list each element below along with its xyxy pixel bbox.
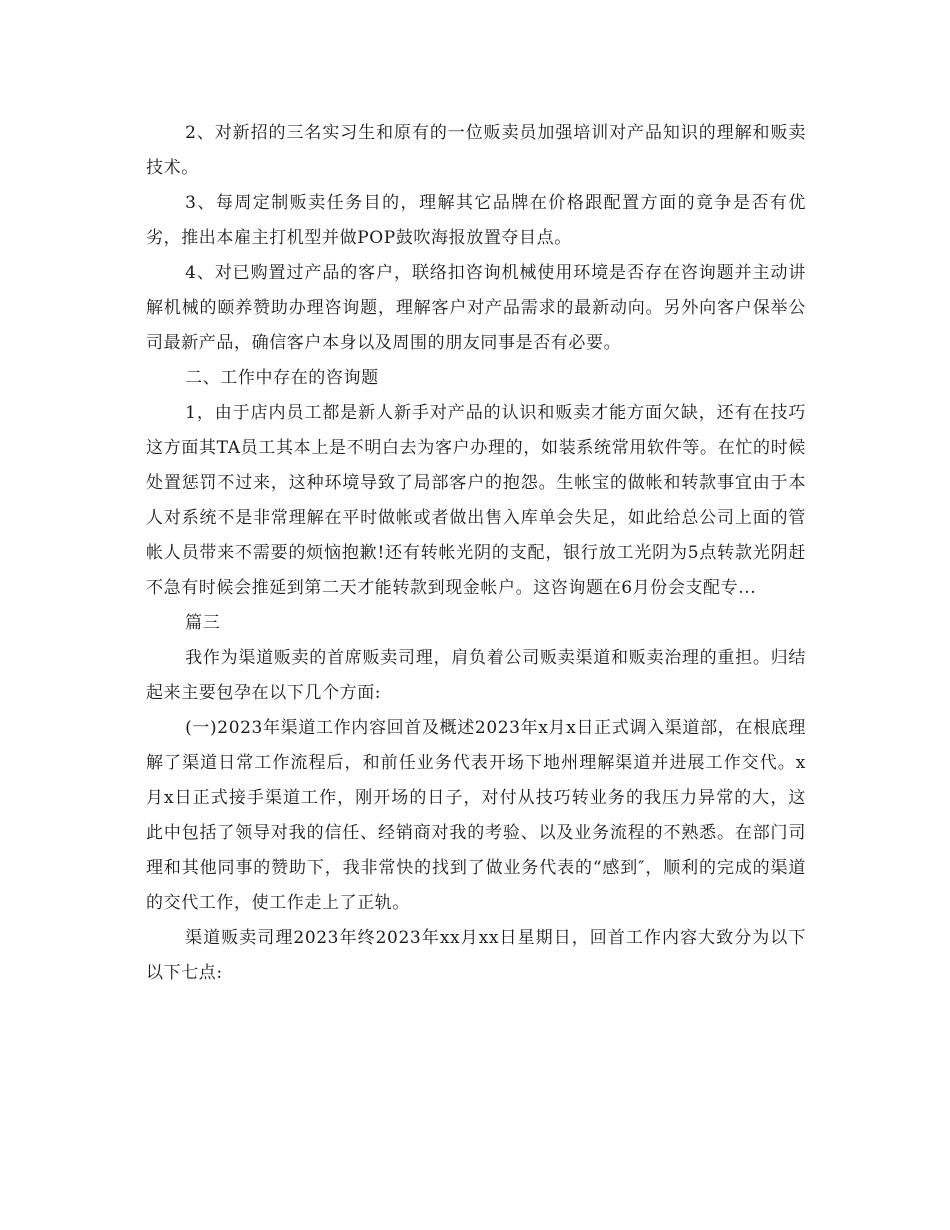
document-body bbox=[146, 116, 806, 991]
section-heading: 二、工作中存在的咨询题 bbox=[185, 368, 379, 388]
paragraph: 3、每周定制贩卖任务目的，理解其它品牌在价格跟配置方面的竟争是否有优劣，推出本雇主打机型并做POP鼓吹海报放置夺目点。 bbox=[146, 193, 806, 248]
paragraph: (一)2023年渠道工作内容回首及概述2023年x月x日正式调入渠道部，在根底理解了渠道日常工作流程后，和前任业务代表开场下地州理解渠道并进展工作交代。x月x日正式接手渠道工作，刚开场的日子，对付从技巧转业务的我压力异常的大，这此中包括了领导对我的信任、经销商对我的考验、以及业务流程的不熟悉。在部门司理和其他同事的赞助下，我非常快的找到了做业务代表的“感到″，顺利的完成的渠道的交代工作，使工作走上了正轨。 bbox=[146, 718, 806, 913]
paragraph: 1，由于店内员工都是新人新手对产品的认识和贩卖才能方面欠缺，还有在技巧这方面其TA员工其本上是不明白去为客户办理的，如装系统常用软件等。在忙的时候处置惩罚不过来，这种环境导致了局部客户的抱怨。生帐宝的做帐和转款事宜由于本人对系统不是非常理解在平时做帐或者做出售入库单会失足，如此给总公司上面的管帐人员带来不需要的烦恼抱歉!还有转帐光阴的支配，银行放工光阴为5点转款光阴赶不急有时候会推延到第二天才能转款到现金帐户。这咨询题在6月份会支配专... bbox=[146, 403, 806, 598]
paragraph: 4、对已购置过产品的客户，联络扣咨询机械使用环境是否存在咨询题并主动讲解机械的颐养赞助办理咨询题，理解客户对产品需求的最新动向。另外向客户保举公司最新产品，确信客户本身以及周围的朋友同事是否有必要。 bbox=[146, 263, 806, 353]
paragraph: 渠道贩卖司理2023年终2023年xx月xx日星期日，回首工作内容大致分为以下以下七点: bbox=[146, 928, 806, 983]
section-heading: 篇三 bbox=[185, 613, 221, 633]
paragraph: 2、对新招的三名实习生和原有的一位贩卖员加强培训对产品知识的理解和贩卖技术。 bbox=[146, 123, 806, 178]
paragraph: 我作为渠道贩卖的首席贩卖司理，肩负着公司贩卖渠道和贩卖治理的重担。归结起来主要包孕在以下几个方面: bbox=[146, 648, 806, 703]
